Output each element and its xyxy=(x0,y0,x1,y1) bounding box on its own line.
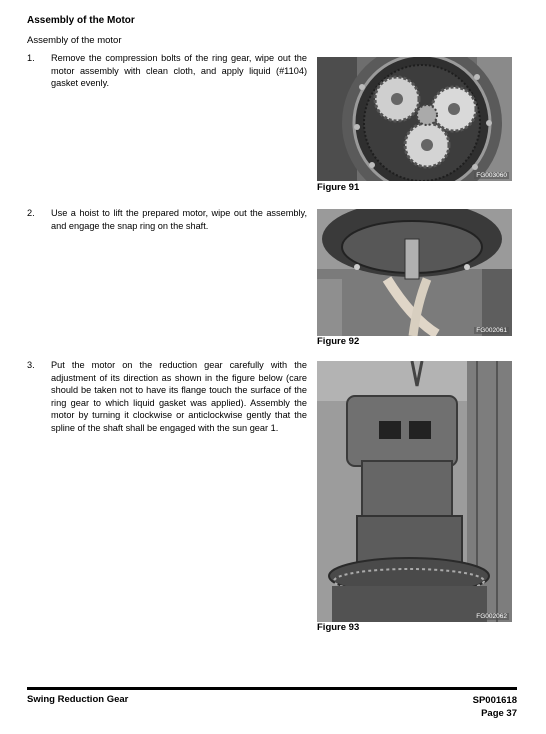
figure-code: FG002062 xyxy=(476,613,507,620)
step-text: Remove the compression bolts of the ring gear, wipe out the motor assembly with clean cloth, and apply liquid (#1104) gasket evenly. xyxy=(51,53,307,89)
step-text: Use a hoist to lift the prepared motor, wipe out the assembly, and engage the snap ring on the shaft. xyxy=(51,208,307,231)
section-subtitle: Assembly of the motor xyxy=(27,35,122,46)
footer-page-info xyxy=(473,694,517,720)
page-number: Page 37 xyxy=(481,708,517,719)
footer-section-name: Swing Reduction Gear xyxy=(27,694,129,705)
figure-code: FG002061 xyxy=(476,327,507,334)
step-number: 2. xyxy=(27,208,35,218)
step-1 xyxy=(27,52,307,90)
step-2 xyxy=(27,207,307,232)
figure-91-photo xyxy=(317,57,512,181)
figure-93-caption: Figure 93 xyxy=(317,622,360,633)
figure-92-photo xyxy=(317,209,512,336)
figure-91-caption: Figure 91 xyxy=(317,182,360,193)
step-text: Put the motor on the reduction gear carefully with the adjustment of its direction as shown in the figure below (care should be taken not to have its flange touch the surface of the ring gear to which liquid gasket was applied). Assembly the motor by turning it clockwise or anticlockwise gently that the spline of the shaft shall be engaged with the sun gear 1. xyxy=(51,360,307,433)
step-number: 1. xyxy=(27,53,35,63)
document-number: SP001618 xyxy=(472,695,517,706)
step-3 xyxy=(27,359,307,435)
footer-rule xyxy=(27,687,517,690)
step-number: 3. xyxy=(27,360,35,370)
figure-code: FG003060 xyxy=(476,172,507,179)
figure-92-caption: Figure 92 xyxy=(317,336,360,347)
section-title: Assembly of the Motor xyxy=(27,15,135,26)
figure-93-photo xyxy=(317,361,512,622)
